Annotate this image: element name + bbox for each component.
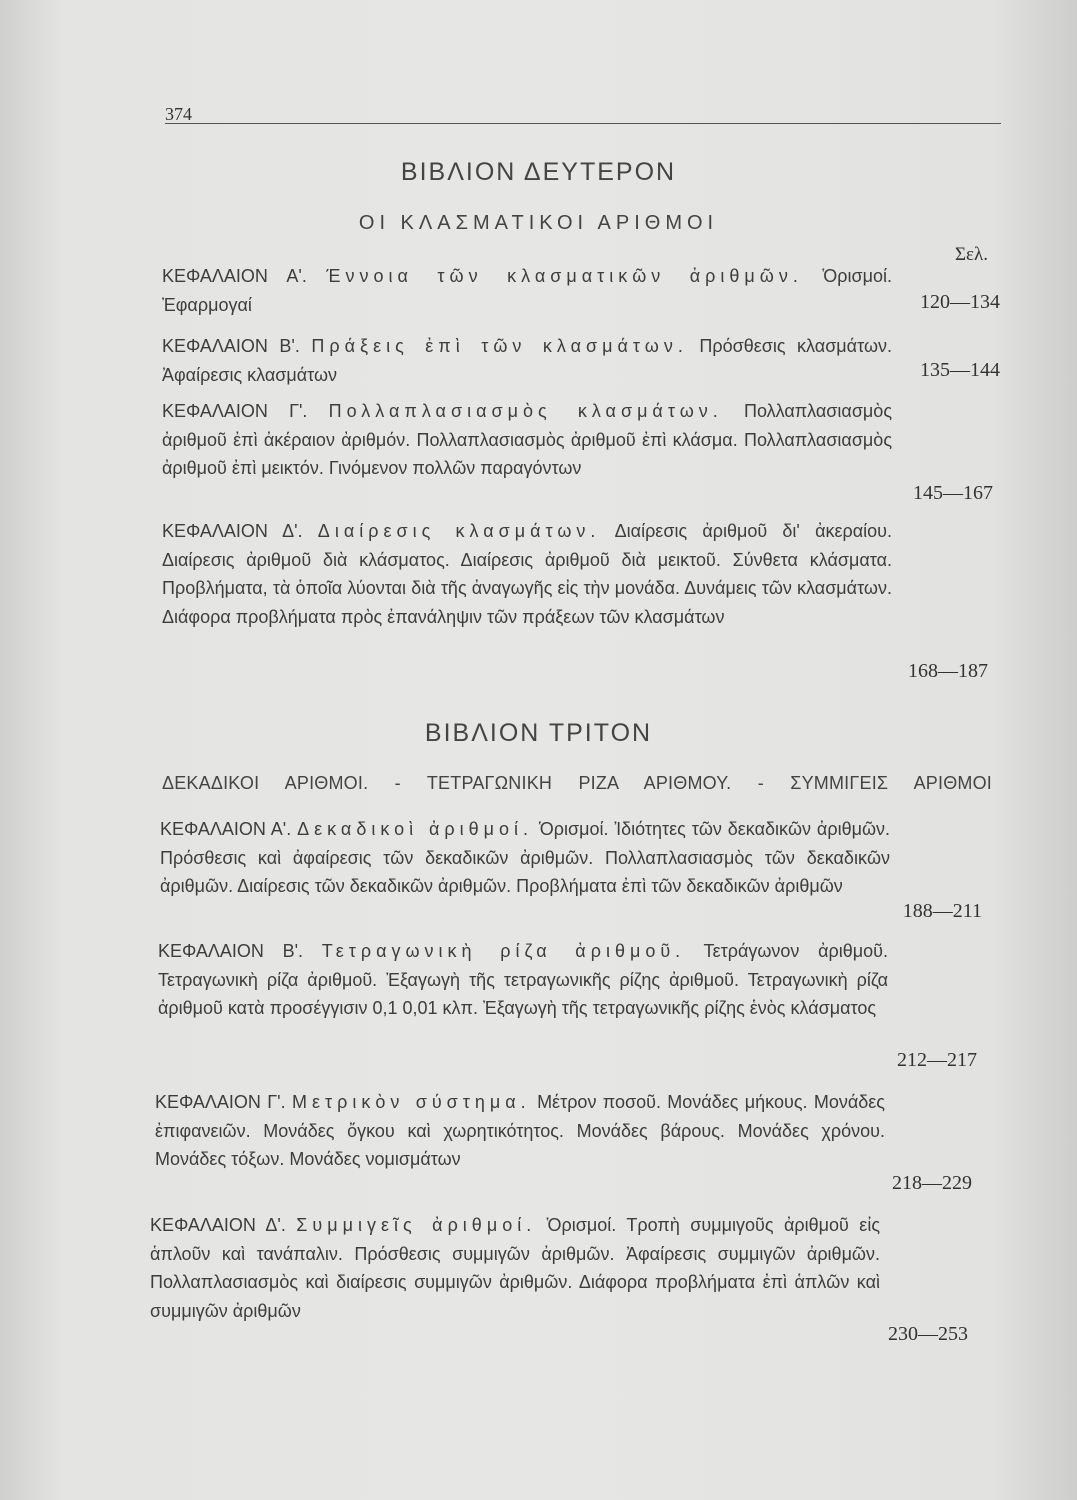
page-range-b2-ch3: 145—167: [913, 482, 993, 504]
chapter-description: Μέτρον ποσοῦ. Μονάδες μήκους. Μονάδες ἐπιφανειῶν. Μονάδες ὄγκου καὶ χωρητικότητος. Μονάδες βάρους. Μονάδες χρόνου. Μονάδες τόξων. Μονάδες νομισμάτων: [155, 1092, 885, 1169]
book2-subtitle: ΟΙ ΚΛΑΣΜΑΤΙΚΟΙ ΑΡΙΘΜΟΙ: [358, 212, 719, 234]
chapter-topic: Διαίρεσις κλασμάτων.: [317, 521, 601, 541]
chapter-label: ΚΕΦΑΛΑΙΟΝ Γ'.: [155, 1092, 286, 1112]
chapter-label: ΚΕΦΑΛΑΙΟΝ Δ'.: [150, 1215, 286, 1235]
chapter-label: ΚΕΦΑΛΑΙΟΝ Β'.: [162, 336, 300, 356]
page-range-b3-ch1: 188—211: [902, 900, 982, 922]
toc-entry-b3-ch4: [150, 1211, 880, 1325]
page-range-b2-ch1: 120—134: [920, 291, 1000, 313]
chapter-label: ΚΕΦΑΛΑΙΟΝ Δ'.: [162, 521, 303, 541]
chapter-description: Διαίρεσις ἀριθμοῦ δι' ἀκεραίου. Διαίρεσις ἀριθμοῦ διὰ κλάσματος. Διαίρεσις ἀριθμοῦ διὰ μεικτοῦ. Σύνθετα κλάσματα. Προβλήματα, τὰ ὁποῖα λύονται διὰ τῆς ἀναγωγῆς εἰς τὴν μονάδα. Δυνάμεις τῶν κλασμάτων. Διάφορα προβλήματα πρὸς ἐπανάληψιν τῶν πράξεων τῶν κλασμάτων: [162, 521, 893, 627]
toc-entry-b3-ch1: [160, 815, 890, 901]
chapter-description: Τετράγωνον ἀριθμοῦ. Τετραγωνικὴ ρίζα ἀριθμοῦ. Ἐξαγωγὴ τῆς τετραγωνικῆς ρίζης ἀριθμοῦ. Τετραγωνικὴ ρίζα ἀριθμοῦ κατὰ προσέγγισιν 0,1 0,01 κλπ. Ἐξαγωγὴ τῆς τετραγωνικῆς ρίζης ἑνὸς κλάσματος: [158, 941, 888, 1018]
chapter-label: ΚΕΦΑΛΑΙΟΝ Γ'.: [162, 401, 308, 421]
toc-entry-b2-ch2: [162, 332, 892, 389]
page-range-b2-ch4: 168—187: [908, 660, 988, 682]
header-rule: [165, 123, 1001, 124]
chapter-description: Πρόσθεσις κλασμάτων. Ἀφαίρεσις κλασμάτων: [162, 336, 892, 385]
chapter-topic: Πολλαπλασιασμὸς κλασμάτων.: [328, 401, 723, 421]
chapter-description: Ὁρισμοί. Ἐφαρμογαί: [162, 266, 892, 315]
pages-column-header: Σελ.: [955, 244, 988, 265]
page-range-b3-ch2: 212—217: [897, 1049, 977, 1071]
toc-entry-b2-ch4: [162, 517, 892, 631]
page-range-b2-ch2: 135—144: [920, 359, 1000, 381]
toc-entry-b2-ch1: [162, 262, 892, 319]
chapter-label: ΚΕΦΑΛΑΙΟΝ Α'.: [160, 819, 292, 839]
chapter-label: ΚΕΦΑΛΑΙΟΝ Β'.: [158, 941, 304, 961]
chapter-topic: Έννοια τῶν κλασματικῶν ἀριθμῶν.: [326, 266, 803, 286]
chapter-description: Ὁρισμοί. Ἰδιότητες τῶν δεκαδικῶν ἀριθμῶν. Πρόσθεσις καὶ ἀφαίρεσις τῶν δεκαδικῶν ἀριθμῶν. Πολλαπλασιασμὸς τῶν δεκαδικῶν ἀριθμῶν. Διαίρεσις τῶν δεκαδικῶν ἀριθμῶν. Προβλήματα ἐπὶ τῶν δεκαδικῶν ἀριθμῶν: [160, 819, 890, 896]
chapter-topic: Μετρικὸν σύστημα.: [291, 1092, 531, 1112]
chapter-topic: Τετραγωνικὴ ρίζα ἀριθμοῦ.: [321, 941, 686, 961]
toc-entry-b3-ch3: [155, 1088, 885, 1174]
book3-subtitle: ΔΕΚΑΔΙΚΟΙ ΑΡΙΘΜΟΙ. - ΤΕΤΡΑΓΩΝΙΚΗ ΡΙΖΑ ΑΡΙΘΜΟΥ. - ΣΥΜΜΙΓΕΙΣ ΑΡΙΘΜΟΙ: [162, 773, 992, 793]
page-number: 374: [165, 104, 192, 124]
chapter-label: ΚΕΦΑΛΑΙΟΝ Α'.: [162, 266, 307, 286]
chapter-topic: Πράξεις ἐπὶ τῶν κλασμάτων.: [311, 336, 688, 356]
book3-title: ΒΙΒΛΙΟΝ ΤΡΙΤΟΝ: [424, 719, 653, 747]
book2-title: ΒΙΒΛΙΟΝ ΔΕΥΤΕΡΟΝ: [400, 158, 677, 186]
chapter-topic: Συμμιγεῖς ἀριθμοί.: [296, 1215, 537, 1235]
page-range-b3-ch4: 230—253: [888, 1323, 968, 1345]
chapter-description: Ὁρισμοί. Τροπὴ συμμιγοῦς ἀριθμοῦ εἰς ἁπλοῦν καὶ τανάπαλιν. Πρόσθεσις συμμιγῶν ἀριθμῶν. Ἀφαίρεσις συμμιγῶν ἀριθμῶν. Πολλαπλασιασμὸς καὶ διαίρεσις συμμιγῶν ἀριθμῶν. Διάφορα προβλήματα ἐπὶ ἁπλῶν καὶ συμμιγῶν ἀριθμῶν: [150, 1215, 881, 1321]
page-range-b3-ch3: 218—229: [892, 1172, 972, 1194]
toc-entry-b2-ch3: [162, 397, 892, 483]
toc-entry-b3-ch2: [158, 937, 888, 1023]
chapter-topic: Δεκαδικοὶ ἀριθμοί.: [297, 819, 534, 839]
chapter-description: Πολλαπλασιασμὸς ἀριθμοῦ ἐπὶ ἀκέραιον ἀριθμόν. Πολλαπλασιασμὸς ἀριθμοῦ ἐπὶ κλάσμα. Πολλαπλασιασμὸς ἀριθμοῦ ἐπὶ μεικτόν. Γινόμενον πολλῶν παραγόντων: [162, 401, 892, 478]
